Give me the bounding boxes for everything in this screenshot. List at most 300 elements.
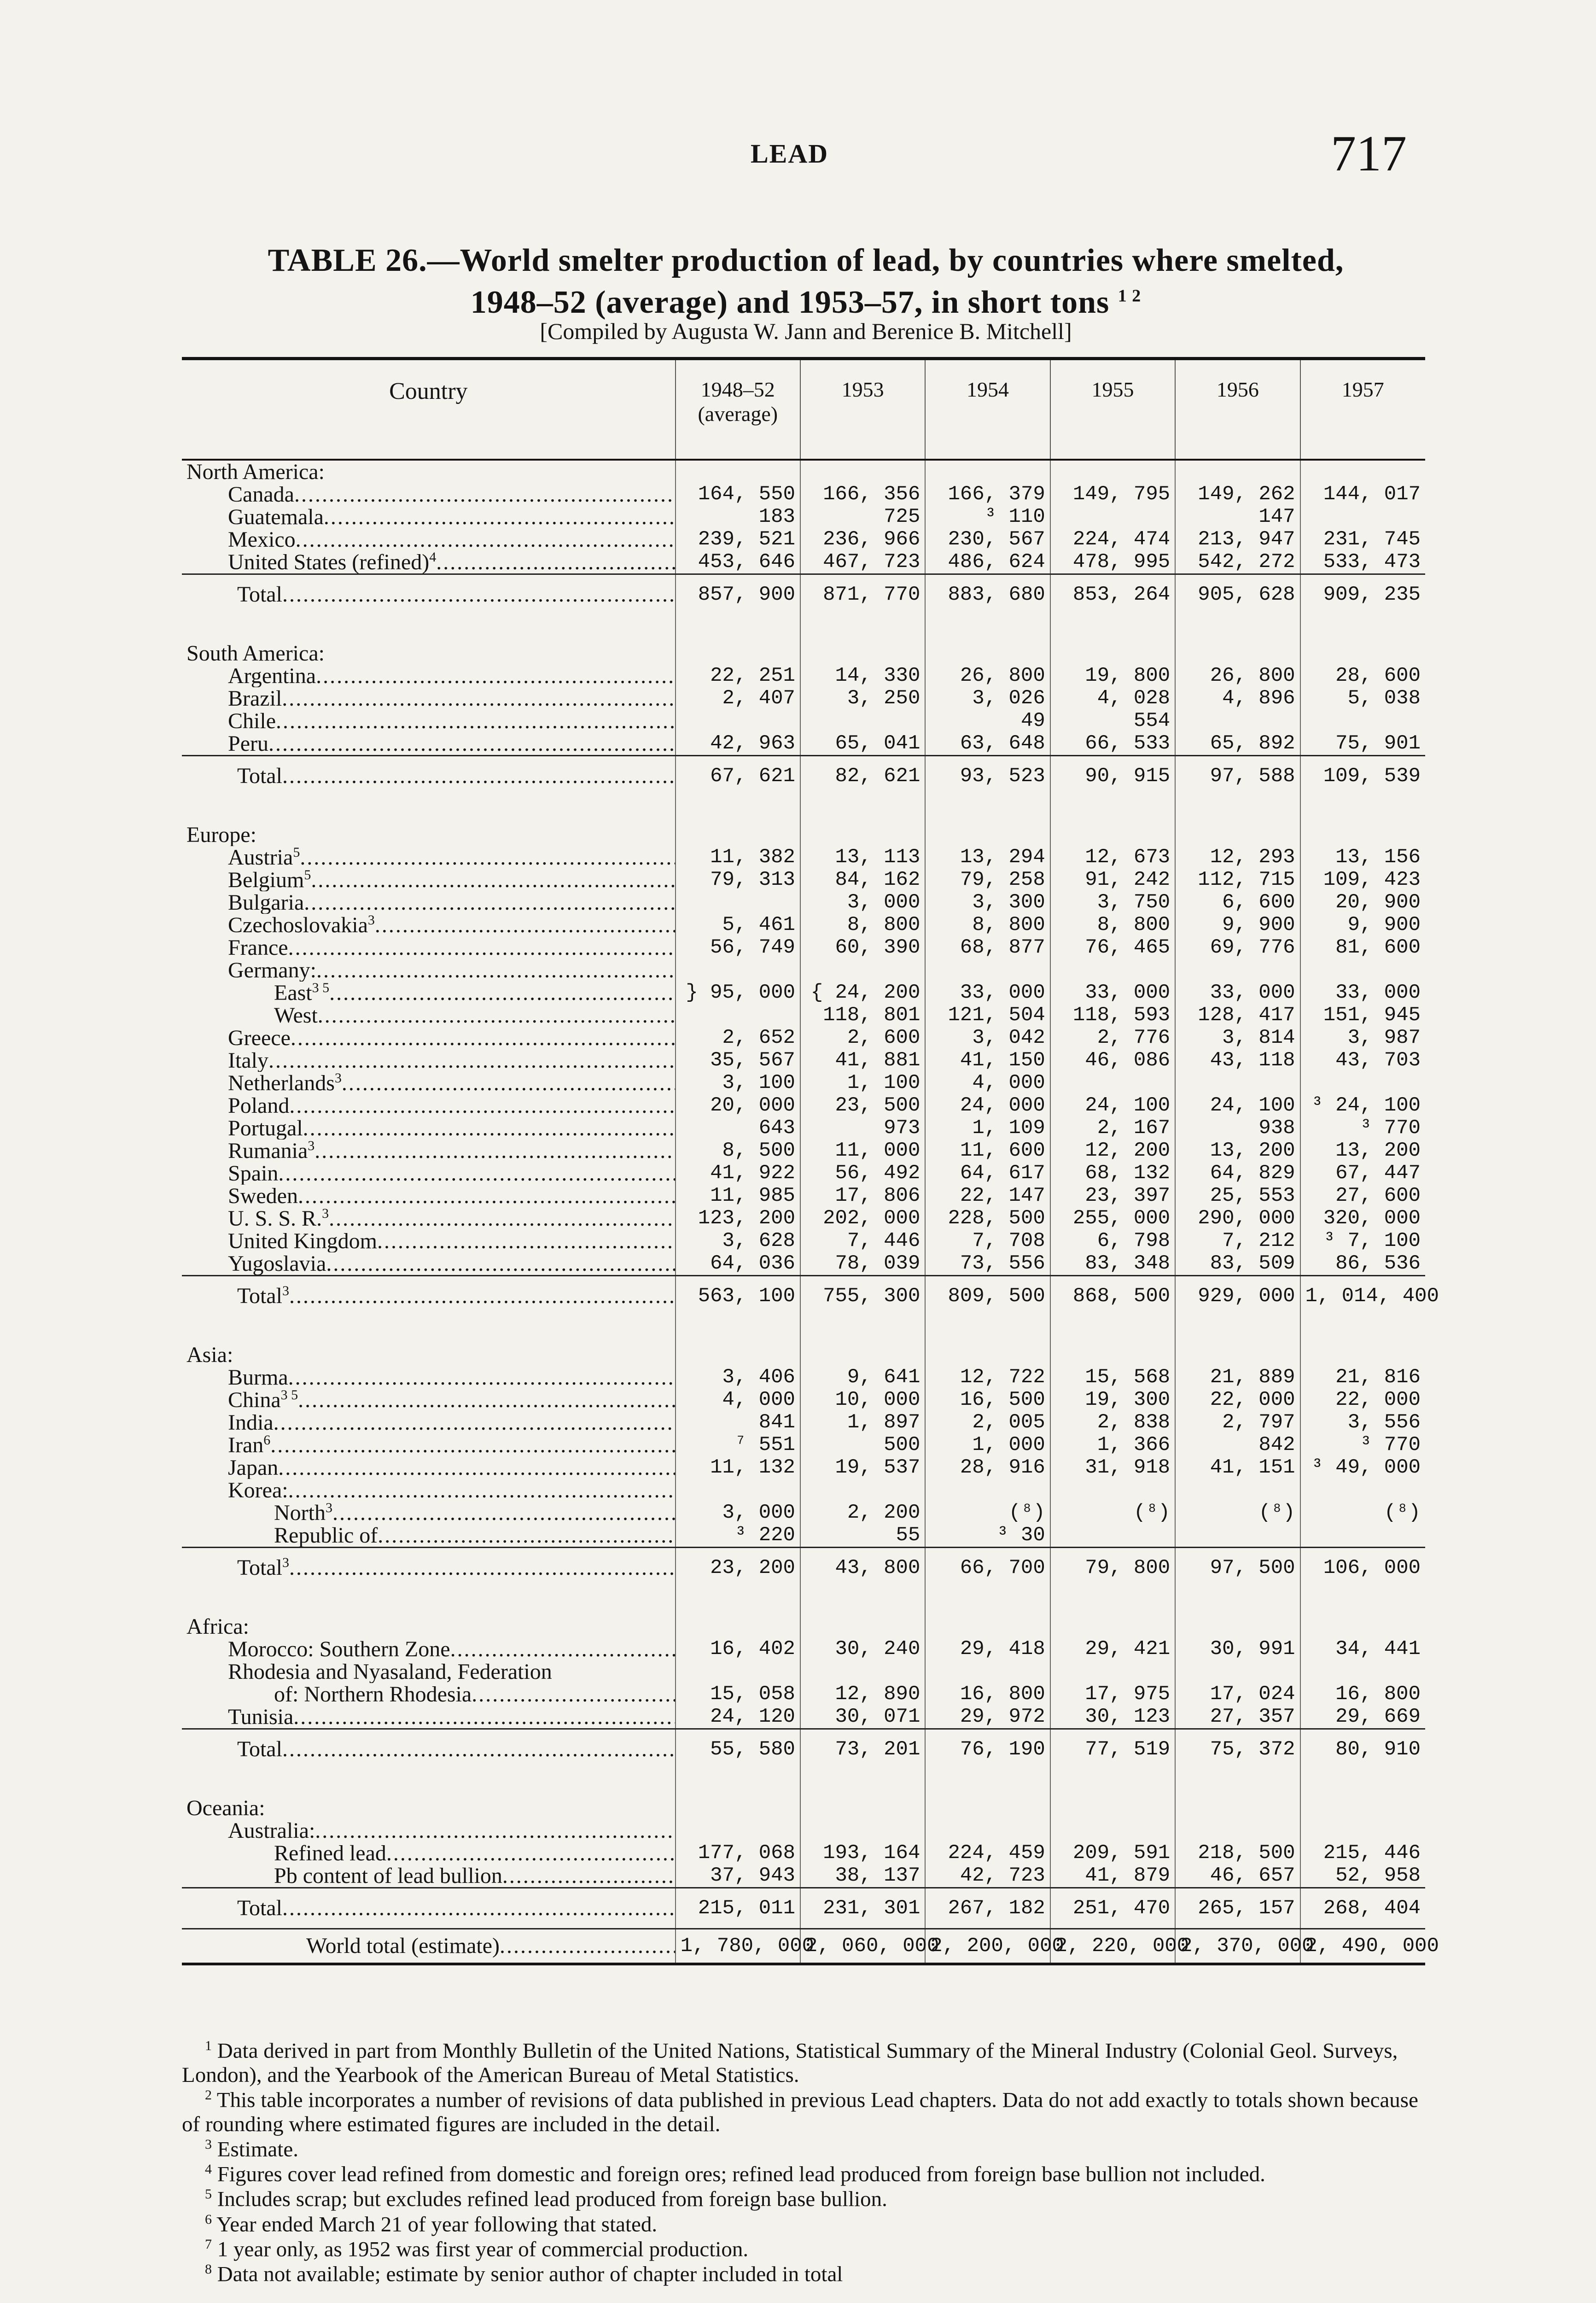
total-row <box>182 1548 1425 1588</box>
leader-dots <box>318 1004 676 1027</box>
table-row <box>182 846 1425 869</box>
row-label: Brazil <box>228 687 282 710</box>
row-label: East <box>274 982 312 1004</box>
value-cell: 77, 519 <box>1050 1729 1175 1770</box>
value-cell: ³ 30 <box>925 1524 1050 1548</box>
row-label: Belgium <box>228 869 304 891</box>
value-cell: 33, 000 <box>925 982 1050 1004</box>
value-cell <box>1300 1344 1425 1366</box>
value-cell <box>1175 1615 1300 1638</box>
footnote-text: Includes scrap; but excludes refined lead produced from foreign base bullion. <box>217 2187 887 2212</box>
value-cell <box>1300 1588 1425 1615</box>
value-cell: 183 <box>676 506 800 528</box>
value-cell: 13, 113 <box>800 846 925 869</box>
total-row <box>182 1276 1425 1316</box>
value-cell: 29, 421 <box>1050 1638 1175 1660</box>
row-label: Rumania <box>228 1140 308 1162</box>
row-label-cell <box>182 796 676 824</box>
row-label: Chile <box>228 710 276 732</box>
value-cell: 3, 000 <box>676 1502 800 1524</box>
table-row <box>182 1456 1425 1479</box>
row-label: Pb content of lead bullion <box>274 1865 502 1888</box>
value-cell <box>1050 1660 1175 1683</box>
value-cell: 9, 641 <box>800 1366 925 1389</box>
value-cell <box>800 1660 925 1683</box>
value-cell: 8, 800 <box>800 914 925 936</box>
value-cell: 46, 657 <box>1175 1865 1300 1888</box>
value-cell <box>800 614 925 642</box>
value-cell: 27, 600 <box>1300 1185 1425 1207</box>
value-cell <box>1300 824 1425 846</box>
value-cell: 2, 407 <box>676 687 800 710</box>
row-label-cell <box>182 1434 676 1456</box>
value-cell <box>1175 1797 1300 1819</box>
value-cell <box>1175 796 1300 824</box>
value-cell: 76, 190 <box>925 1729 1050 1770</box>
row-label: Yugoslavia <box>228 1252 326 1276</box>
value-cell <box>1300 1479 1425 1502</box>
leader-dots <box>315 1140 675 1162</box>
value-cell: 68, 877 <box>925 936 1050 959</box>
value-cell <box>1300 1769 1425 1797</box>
value-cell: 868, 500 <box>1050 1276 1175 1316</box>
value-cell: 112, 715 <box>1175 869 1300 891</box>
value-cell <box>1050 1769 1175 1797</box>
row-label-cell <box>182 869 676 891</box>
value-cell <box>1050 1615 1175 1638</box>
leader-dots <box>342 1072 676 1094</box>
leader-dots <box>315 1819 675 1842</box>
value-cell <box>1300 1819 1425 1842</box>
value-cell: 213, 947 <box>1175 528 1300 551</box>
row-label-cell <box>182 1888 676 1929</box>
value-cell <box>676 891 800 914</box>
leader-dots <box>303 1117 676 1140</box>
value-cell: 230, 567 <box>925 528 1050 551</box>
footnote-mark: 3 <box>205 2136 212 2152</box>
value-cell: 68, 132 <box>1050 1162 1175 1185</box>
leader-dots <box>289 1284 676 1308</box>
value-cell: 3, 100 <box>676 1072 800 1094</box>
table-top-rule <box>182 357 1425 360</box>
leader-dots <box>326 1252 675 1276</box>
value-cell: 21, 816 <box>1300 1366 1425 1389</box>
table-row <box>182 1865 1425 1888</box>
value-cell: 929, 000 <box>1175 1276 1300 1316</box>
value-cell: 218, 500 <box>1175 1842 1300 1865</box>
column-header: 1955 <box>1050 360 1175 460</box>
footnote-text: Figures cover lead refined from domestic and foreign ores; refined lead produced from foreign base bullion not included. <box>217 2162 1265 2186</box>
value-cell: 42, 723 <box>925 1865 1050 1888</box>
title-line-1: TABLE 26.—World smelter production of lead, by countries where smelted, <box>268 243 1344 278</box>
row-label-cell <box>182 959 676 982</box>
row-label-cell <box>182 460 676 483</box>
row-label: U. S. S. R. <box>228 1207 322 1230</box>
value-cell <box>800 1615 925 1638</box>
value-cell: 563, 100 <box>676 1276 800 1316</box>
value-cell: 15, 058 <box>676 1683 800 1706</box>
row-label-cell <box>182 1660 676 1683</box>
leader-dots <box>329 982 675 1004</box>
value-cell: 2, 060, 000 <box>800 1929 925 1964</box>
table-row <box>182 1004 1425 1027</box>
value-cell <box>1300 1660 1425 1683</box>
row-label-cell <box>182 1797 676 1819</box>
footnote <box>182 2087 1425 2137</box>
region-row <box>182 1344 1425 1366</box>
value-cell <box>925 796 1050 824</box>
value-cell <box>925 642 1050 665</box>
value-cell <box>800 959 925 982</box>
row-label-cell <box>182 1049 676 1072</box>
value-cell: 25, 553 <box>1175 1185 1300 1207</box>
leader-dots <box>472 1683 675 1706</box>
value-cell: 144, 017 <box>1300 483 1425 506</box>
value-cell <box>676 1004 800 1027</box>
value-cell <box>1175 1479 1300 1502</box>
row-label: Oceania: <box>186 1797 265 1819</box>
value-cell: 11, 600 <box>925 1140 1050 1162</box>
value-cell: 12, 673 <box>1050 846 1175 869</box>
leader-dots <box>268 1049 676 1072</box>
row-label: Republic of <box>274 1524 378 1548</box>
footnote-mark: 2 <box>205 2087 212 2103</box>
value-cell: 2, 776 <box>1050 1027 1175 1049</box>
value-cell: } 95, 000 <box>676 982 800 1004</box>
value-cell: 66, 533 <box>1050 732 1175 756</box>
value-cell: 28, 600 <box>1300 665 1425 687</box>
row-label-cell <box>182 1588 676 1615</box>
value-cell: 3, 042 <box>925 1027 1050 1049</box>
value-cell: 255, 000 <box>1050 1207 1175 1230</box>
row-label-cell <box>182 732 676 756</box>
row-label: World total (estimate) <box>306 1934 500 1958</box>
value-cell <box>1050 1344 1175 1366</box>
table-row <box>182 710 1425 732</box>
value-cell: 231, 301 <box>800 1888 925 1929</box>
value-cell: 224, 459 <box>925 1842 1050 1865</box>
value-cell: 3, 026 <box>925 687 1050 710</box>
value-cell: 841 <box>676 1411 800 1434</box>
value-cell: 60, 390 <box>800 936 925 959</box>
row-label-cell <box>182 1027 676 1049</box>
value-cell <box>1175 460 1300 483</box>
row-label: Total <box>237 1284 282 1308</box>
row-label-cell <box>182 574 676 615</box>
value-cell: 909, 235 <box>1300 574 1425 615</box>
row-label: Czechoslovakia <box>228 914 368 936</box>
value-cell: 842 <box>1175 1434 1300 1456</box>
value-cell <box>1050 959 1175 982</box>
table-row <box>182 982 1425 1004</box>
table-row <box>182 1072 1425 1094</box>
spacer-row <box>182 1769 1425 1797</box>
row-label-cell <box>182 1072 676 1094</box>
value-cell: 30, 123 <box>1050 1706 1175 1729</box>
value-cell <box>676 1797 800 1819</box>
value-cell: 93, 523 <box>925 756 1050 796</box>
value-cell <box>1300 460 1425 483</box>
value-cell: 17, 806 <box>800 1185 925 1207</box>
total-row <box>182 574 1425 615</box>
table-row <box>182 1638 1425 1660</box>
footnotes <box>182 2038 1425 2287</box>
value-cell: 19, 300 <box>1050 1389 1175 1411</box>
value-cell: 905, 628 <box>1175 574 1300 615</box>
value-cell: 177, 068 <box>676 1842 800 1865</box>
footnote-mark: 7 <box>205 2236 212 2252</box>
value-cell <box>1050 460 1175 483</box>
table-row <box>182 1683 1425 1706</box>
value-cell <box>925 1316 1050 1344</box>
row-footnote-mark: 3 <box>322 1207 329 1221</box>
value-cell: 84, 162 <box>800 869 925 891</box>
value-cell <box>925 959 1050 982</box>
value-cell: 128, 417 <box>1175 1004 1300 1027</box>
leader-dots <box>282 1896 676 1920</box>
value-cell: 11, 985 <box>676 1185 800 1207</box>
value-cell: 228, 500 <box>925 1207 1050 1230</box>
value-cell <box>676 1344 800 1366</box>
row-footnote-mark: 3 <box>282 1283 289 1298</box>
value-cell <box>1050 1072 1175 1094</box>
value-cell: 64, 036 <box>676 1252 800 1276</box>
value-cell: 79, 313 <box>676 869 800 891</box>
row-footnote-mark: 3 <box>334 1072 342 1086</box>
value-cell: 24, 100 <box>1175 1094 1300 1117</box>
value-cell: ³ 220 <box>676 1524 800 1548</box>
value-cell: 151, 945 <box>1300 1004 1425 1027</box>
value-cell: 97, 500 <box>1175 1548 1300 1588</box>
value-cell: 3, 300 <box>925 891 1050 914</box>
leader-dots <box>386 1842 676 1865</box>
footnote-mark: 6 <box>205 2211 212 2227</box>
row-label: Mexico <box>228 528 296 551</box>
row-label: Portugal <box>228 1117 303 1140</box>
value-cell: 2, 652 <box>676 1027 800 1049</box>
value-cell: 41, 881 <box>800 1049 925 1072</box>
table-row <box>182 1207 1425 1230</box>
row-label: Europe: <box>186 824 256 846</box>
value-cell: 467, 723 <box>800 551 925 574</box>
value-cell <box>1050 506 1175 528</box>
value-cell: 20, 000 <box>676 1094 800 1117</box>
value-cell: 2, 600 <box>800 1027 925 1049</box>
value-cell: (⁸) <box>925 1502 1050 1524</box>
value-cell <box>925 1588 1050 1615</box>
value-cell <box>1175 824 1300 846</box>
table-row <box>182 1434 1425 1456</box>
value-cell: 3, 556 <box>1300 1411 1425 1434</box>
value-cell <box>800 824 925 846</box>
value-cell: 202, 000 <box>800 1207 925 1230</box>
value-cell: 7, 708 <box>925 1230 1050 1252</box>
row-label: Total <box>237 1896 282 1920</box>
leader-dots <box>288 936 676 959</box>
value-cell <box>1300 614 1425 642</box>
value-cell: 38, 137 <box>800 1865 925 1888</box>
value-cell: 8, 800 <box>925 914 1050 936</box>
row-label: Total <box>237 582 282 607</box>
value-cell: 16, 500 <box>925 1389 1050 1411</box>
table-row <box>182 914 1425 936</box>
row-label-cell <box>182 1819 676 1842</box>
table-row <box>182 936 1425 959</box>
value-cell: 164, 550 <box>676 483 800 506</box>
value-cell: 13, 294 <box>925 846 1050 869</box>
table-row <box>182 551 1425 574</box>
value-cell <box>925 614 1050 642</box>
value-cell: 7, 446 <box>800 1230 925 1252</box>
value-cell <box>800 1344 925 1366</box>
row-label: Asia: <box>186 1344 233 1366</box>
value-cell: 149, 795 <box>1050 483 1175 506</box>
value-cell: 73, 201 <box>800 1729 925 1770</box>
value-cell: 81, 600 <box>1300 936 1425 959</box>
world-total-row <box>182 1929 1425 1964</box>
row-footnote-mark: 6 <box>263 1434 271 1448</box>
value-cell: 29, 418 <box>925 1638 1050 1660</box>
leader-dots <box>294 483 676 506</box>
table-row <box>182 891 1425 914</box>
footnote-mark: 5 <box>205 2186 212 2202</box>
column-header: 1954 <box>925 360 1050 460</box>
value-cell: 2, 005 <box>925 1411 1050 1434</box>
value-cell: 6, 600 <box>1175 891 1300 914</box>
row-label: of: Northern Rhodesia <box>274 1683 472 1706</box>
value-cell: 883, 680 <box>925 574 1050 615</box>
row-label: Italy <box>228 1049 268 1072</box>
value-cell: 65, 041 <box>800 732 925 756</box>
row-label-cell <box>182 1729 676 1770</box>
value-cell: 17, 024 <box>1175 1683 1300 1706</box>
row-label: Bulgaria <box>228 891 304 914</box>
value-cell <box>800 1769 925 1797</box>
footnote <box>182 2212 1425 2237</box>
value-cell: 22, 000 <box>1300 1389 1425 1411</box>
value-cell: 215, 446 <box>1300 1842 1425 1865</box>
value-cell: 123, 200 <box>676 1207 800 1230</box>
row-label-cell <box>182 1316 676 1344</box>
table-row <box>182 732 1425 756</box>
value-cell <box>676 1316 800 1344</box>
table-body <box>182 460 1439 1964</box>
value-cell: 1, 014, 400 <box>1300 1276 1425 1316</box>
footnote-text: 1 year only, as 1952 was first year of commercial production. <box>217 2237 749 2262</box>
value-cell: 27, 357 <box>1175 1706 1300 1729</box>
value-cell: 8, 800 <box>1050 914 1175 936</box>
value-cell: 49 <box>925 710 1050 732</box>
row-label-cell <box>182 1230 676 1252</box>
row-label-cell <box>182 1389 676 1411</box>
value-cell: 13, 200 <box>1300 1140 1425 1162</box>
footnote-text: Data derived in part from Monthly Bulletin of the United Nations, Statistical Summary of the Mineral Industry (Colonial Geol. Surveys, London), and the Yearbook of the American Bureau of Metal Statistics. <box>182 2039 1398 2087</box>
row-label-cell <box>182 1411 676 1434</box>
leader-dots <box>378 1524 675 1548</box>
table-row <box>182 665 1425 687</box>
region-row <box>182 642 1425 665</box>
value-cell: 809, 500 <box>925 1276 1050 1316</box>
value-cell <box>925 1344 1050 1366</box>
value-cell <box>1050 1479 1175 1502</box>
row-label-cell <box>182 665 676 687</box>
value-cell: 16, 402 <box>676 1638 800 1660</box>
value-cell: 55, 580 <box>676 1729 800 1770</box>
value-cell: 231, 745 <box>1300 528 1425 551</box>
value-cell: 56, 749 <box>676 936 800 959</box>
value-cell <box>676 824 800 846</box>
leader-dots <box>377 1230 676 1252</box>
value-cell <box>676 1660 800 1683</box>
value-cell <box>1300 1072 1425 1094</box>
value-cell: 30, 991 <box>1175 1638 1300 1660</box>
leader-dots <box>282 1737 676 1761</box>
value-cell: 166, 379 <box>925 483 1050 506</box>
row-label-cell <box>182 614 676 642</box>
value-cell: { 24, 200 <box>800 982 925 1004</box>
value-cell: 26, 800 <box>925 665 1050 687</box>
value-cell: 41, 922 <box>676 1162 800 1185</box>
table-row <box>182 1479 1425 1502</box>
leader-dots <box>316 959 676 982</box>
row-label-cell <box>182 1706 676 1729</box>
leader-dots <box>270 1434 675 1456</box>
value-cell <box>676 1588 800 1615</box>
value-cell <box>1300 959 1425 982</box>
value-cell: 16, 800 <box>925 1683 1050 1706</box>
row-label-cell <box>182 710 676 732</box>
footnote-text: Estimate. <box>217 2137 298 2162</box>
leader-dots <box>268 732 676 756</box>
value-cell: 106, 000 <box>1300 1548 1425 1588</box>
value-cell <box>800 1479 925 1502</box>
leader-dots <box>291 1027 676 1049</box>
row-label: Sweden <box>228 1185 298 1207</box>
row-label-cell <box>182 1479 676 1502</box>
value-cell: 2, 220, 000 <box>1050 1929 1175 1964</box>
value-cell <box>1175 1072 1300 1094</box>
leader-dots <box>300 846 675 869</box>
row-label-cell <box>182 1548 676 1588</box>
value-cell: 755, 300 <box>800 1276 925 1316</box>
column-header: Country <box>182 360 676 460</box>
row-label-cell <box>182 1865 676 1888</box>
value-cell: 166, 356 <box>800 483 925 506</box>
total-row <box>182 1729 1425 1770</box>
value-cell: 853, 264 <box>1050 574 1175 615</box>
table-row <box>182 1706 1425 1729</box>
value-cell: ³ 7, 100 <box>1300 1230 1425 1252</box>
value-cell: 20, 900 <box>1300 891 1425 914</box>
leader-dots <box>282 764 676 788</box>
value-cell <box>925 460 1050 483</box>
value-cell: 1, 000 <box>925 1434 1050 1456</box>
row-label: Guatemala <box>228 506 324 528</box>
value-cell <box>925 824 1050 846</box>
leader-dots <box>293 1706 675 1729</box>
row-label-cell <box>182 483 676 506</box>
value-cell: 1, 897 <box>800 1411 925 1434</box>
value-cell <box>800 460 925 483</box>
production-table-wrap <box>182 357 1439 1965</box>
value-cell <box>676 1615 800 1638</box>
value-cell: 857, 900 <box>676 574 800 615</box>
value-cell: 35, 567 <box>676 1049 800 1072</box>
row-label: France <box>228 936 288 959</box>
leader-dots <box>276 710 676 732</box>
value-cell: 11, 000 <box>800 1140 925 1162</box>
table-row <box>182 1094 1425 1117</box>
